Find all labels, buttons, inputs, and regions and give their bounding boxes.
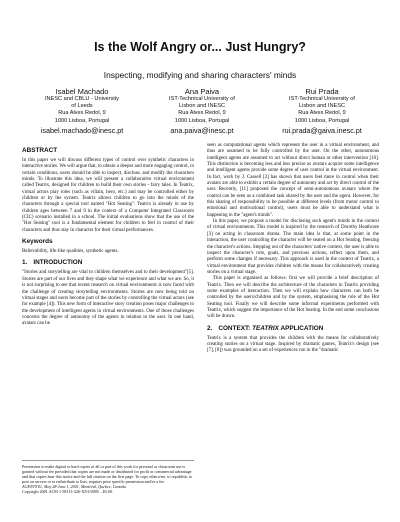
author-affiliation: IST-Technical University of (289, 96, 355, 102)
author-email[interactable]: ana.paiva@inesc.pt (170, 125, 234, 135)
author-2 (142, 87, 262, 135)
author-address: 1000 Lisboa, Portugal (174, 117, 230, 124)
section-title-suffix: APPLICATION (278, 324, 324, 332)
copyright-footnote (22, 460, 194, 495)
body-paragraph: Teatrix is a system that provides the children with the means for collaboratively creating stories on a virtual stage. Inspired by dramatic games, Teatrix's design (see [7], [8]) was grounded on a set of experiences run in the "dramatic (207, 335, 379, 354)
body-paragraph: This paper is organised as follows: first we will provide a brief description of Teatrix. Then we will describe the architecture of the characters in Teatrix providing some examples of interaction. Then we will explain how characters can both be controlled by the users/children and by the system, emphasising the role of the Hot Seating tool. Finally we will describe some informal experiments performed with Teatrix, which suggest the importance of the Hot Seating. In the end some conclusions will be drawn. (207, 276, 379, 320)
section-number: 1. (22, 259, 28, 267)
author-email[interactable]: rui.prada@gaiva.inesc.pt (282, 125, 362, 135)
permission-text: Permission to make digital or hard copies of all or part of this work for personal or classroom use is granted without fee provided that copies are not made or distributed for profit or commercial advantage and that copies bear this notice and the full citation on the first page. To copy otherwise, to republish, to post on servers or to redistribute to lists, requires prior specific permission and/or a fee. (22, 464, 192, 485)
author-affiliation: Lisbon and INESC (178, 103, 226, 110)
author-address: Rua Alves Redol, 9 (178, 110, 226, 117)
introduction-paragraph: "Stories and storytelling are vital to children themselves and to their development"[5]. Stories are part of our lives and they shape what we experience and what we are. So, it is not surprising to see that recent research on virtual environments is now faced with the challenge of creating storytelling environments. Stories are now being told on virtual stages and users become part of the stories by controlling the virtual actors (see for example [4]). This new form of interactive story creation poses major challenges to the development of intelligent agents in virtual environments. One of those challenges concerns the degree of autonomy of the agents in relation to the user. In one hand, avatars can be (22, 270, 194, 327)
copyright-line: Copyright 2001 ACM 1-58113-326-X/01/0005 ...$5.00. (22, 489, 114, 495)
conference-line: AGENTS'01, May 28-June 1, 2001, Montréal, Quebec, Canada. (22, 484, 127, 490)
keywords-heading: Keywords (22, 238, 53, 246)
author-block (22, 87, 382, 135)
context-heading (207, 325, 379, 333)
author-name: Rui Prada (305, 87, 339, 96)
paper-title: Is the Wolf Angry or... Just Hungry? (94, 40, 306, 54)
author-name: Ana Paiva (184, 87, 220, 96)
author-affiliation: IST-Technical University of (169, 96, 235, 102)
body-paragraph: seen as computational agents which represent the user in a virtual environment, and thus are assumed to be fully controlled by the user. On the other, autonomous intelligent agents are assumed to act without direct human or other intervention [10]. This distinction is becoming less and less precise as avatars acquire some intelligence and intelligent agents provide some degree of user control in the virtual environment. In fact, work by J. Cassell [2] has shown that users feel more in control when their avatars are able to exhibit a certain degree of autonomy and act by direct control of the user. Recently, [11] proposed the concept of semi-autonomous avatars where the control can be seen as a combined task shared by the user and the agent. However, for this sharing of responsibility to be possible at different levels (from motor control to emotional and motivational control), users must be able to understand what is happening in the "agent's minds". (207, 143, 379, 218)
author-address: 1000 Lisboa, Portugal (54, 117, 110, 124)
keywords-text: Believability, life-like qualities, synthetic agents. (22, 249, 119, 255)
author-affiliation: of Leeds (71, 103, 93, 110)
author-1 (22, 87, 142, 135)
abstract-text: In this paper we will discuss different types of control over synthetic characters in interactive stories. We will argue that, to obtain a deeper and more engaging control, in certain conditions, users should be able to inspect, disclose, and modify the characters minds. To illustrate this idea, we will present a collaborative virtual environment called Teatrix, designed for children to build their own stories - fairy tales. In Teatrix, virtual actors play roles (such as villain, hero, etc.) and may be controlled either by children or by the system. Teatrix allows children to go into the minds of the characters through a special tool named "Hot Seating". Teatrix is already in use by children ages between 7 and 9 in the context of a Computer Integrated Classroom (CIC) scenario installed in a school. The initial evaluations show that the use of the "Hot Seating" tool is a fundamental element for children to feel in control of their characters and thus stay in character for their virtual performances. (22, 158, 194, 233)
section-title-italic: TEATRIX (252, 324, 279, 332)
author-email[interactable]: isabel.machado@inesc.pt (40, 125, 124, 135)
left-column (22, 143, 194, 328)
author-address: Rua Alves Redol, 9 (58, 110, 106, 117)
section-title-prefix: CONTEXT: (218, 324, 253, 332)
introduction-heading (22, 259, 194, 267)
author-3 (262, 87, 382, 135)
body-paragraph: In this paper, we propose a model for disclosing such agent's minds in the context of virtual environments. This model is inspired by the research of Dorothy Heathcote [3] on acting in classroom drama. The main idea is that, at some point in the interaction, the user controlling the character will be seated on a Hot Seating, freezing the character's actions. Stepping out of the characters' native context, the user is able to inspect the character's role, goals, and previous actions, reflect upon them, and perform some changes if necessary. This approach is used in the context of Teatrix, a virtual environment that provides children with the means for collaboratively creating stories on a virtual stage. (207, 219, 379, 275)
author-affiliation: INESC and CBLU - University (45, 96, 119, 102)
paper-subtitle: Inspecting, modifying and sharing characters' minds (103, 70, 297, 80)
section-number: 2. (207, 324, 213, 332)
abstract-heading: ABSTRACT (22, 147, 58, 154)
section-title: INTRODUCTION (33, 259, 83, 267)
author-address: Rua Alves Redol, 9 (298, 110, 346, 117)
author-affiliation: Lisbon and INESC (298, 103, 346, 110)
right-column (207, 143, 379, 355)
author-name: Isabel Machado (55, 87, 109, 96)
author-address: 1000 Lisboa, Portugal (294, 117, 350, 124)
